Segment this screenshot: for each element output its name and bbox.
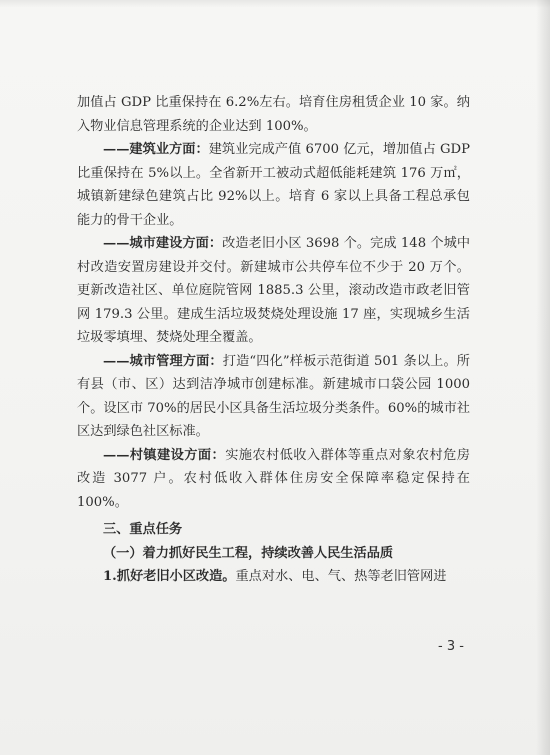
subsection-heading: （一）着力抓好民生工程，持续改善人民生活品质 — [103, 545, 394, 561]
item-lead: 1.抓好老旧小区改造。 — [103, 569, 236, 584]
paragraph-urban-management — [77, 350, 470, 444]
page-right-edge-shadow — [536, 0, 550, 755]
paragraph-body: 改造老旧小区 3698 个。完成 148 个城中村改造安置房建设并交付。新建城市公共停车位不少于 20 万个。更新改造社区、单位庭院管网 1885.3 公里，滚动改造市政老旧管网 179.3 公里。建成生活垃圾焚烧处理设施 17 座，实现城乡生活垃圾零填埋、焚烧处理全覆盖。 — [77, 236, 471, 345]
paragraph-body: 建筑业完成产值 6700 亿元，增加值占 GDP 比重保持在 5%以上。全省新开工被动式超低能耗建筑 176 万㎡，城镇新建绿色建筑占比 92%以上。培育 6 家以上具备工程总承包能力的骨干企业。 — [77, 142, 470, 228]
paragraph-body: 打造“四化”样板示范街道 501 条以上。所有县（市、区）达到洁净城市创建标准。新建城市口袋公园 1000 个。设区市 70%的居民小区具备生活垃圾分类条件。60%的城市社区达到绿色社区标准。 — [77, 353, 470, 439]
section-heading: 三、重点任务 — [103, 522, 183, 537]
paragraph-lead: ——建筑业方面： — [103, 142, 209, 157]
paragraph-housing: 加值占 GDP 比重保持在 6.2%左右。培育住房租赁企业 10 家。纳入物业信息管理系统的企业达到 100%。 — [77, 95, 470, 134]
paragraph-lead: ——村镇建设方面： — [103, 447, 226, 463]
body-text — [77, 91, 470, 589]
paragraph-construction — [77, 138, 470, 232]
page-number: - 3 - — [438, 639, 464, 654]
item-body: 重点对水、电、气、热等老旧管网进 — [235, 569, 447, 584]
paragraph-lead: ——城市建设方面： — [103, 236, 223, 251]
paragraph-lead: ——城市管理方面： — [103, 353, 223, 369]
paragraph-body: 实施农村低收入群体等重点对象农村危房改造 3077 户。农村低收入群体住房安全保障率稳定保持在 100%。 — [77, 447, 470, 510]
paragraph-village-construction — [77, 444, 470, 515]
page-top-edge — [0, 0, 550, 8]
paragraph-item-1 — [77, 565, 470, 589]
paragraph-urban-construction — [77, 232, 470, 350]
